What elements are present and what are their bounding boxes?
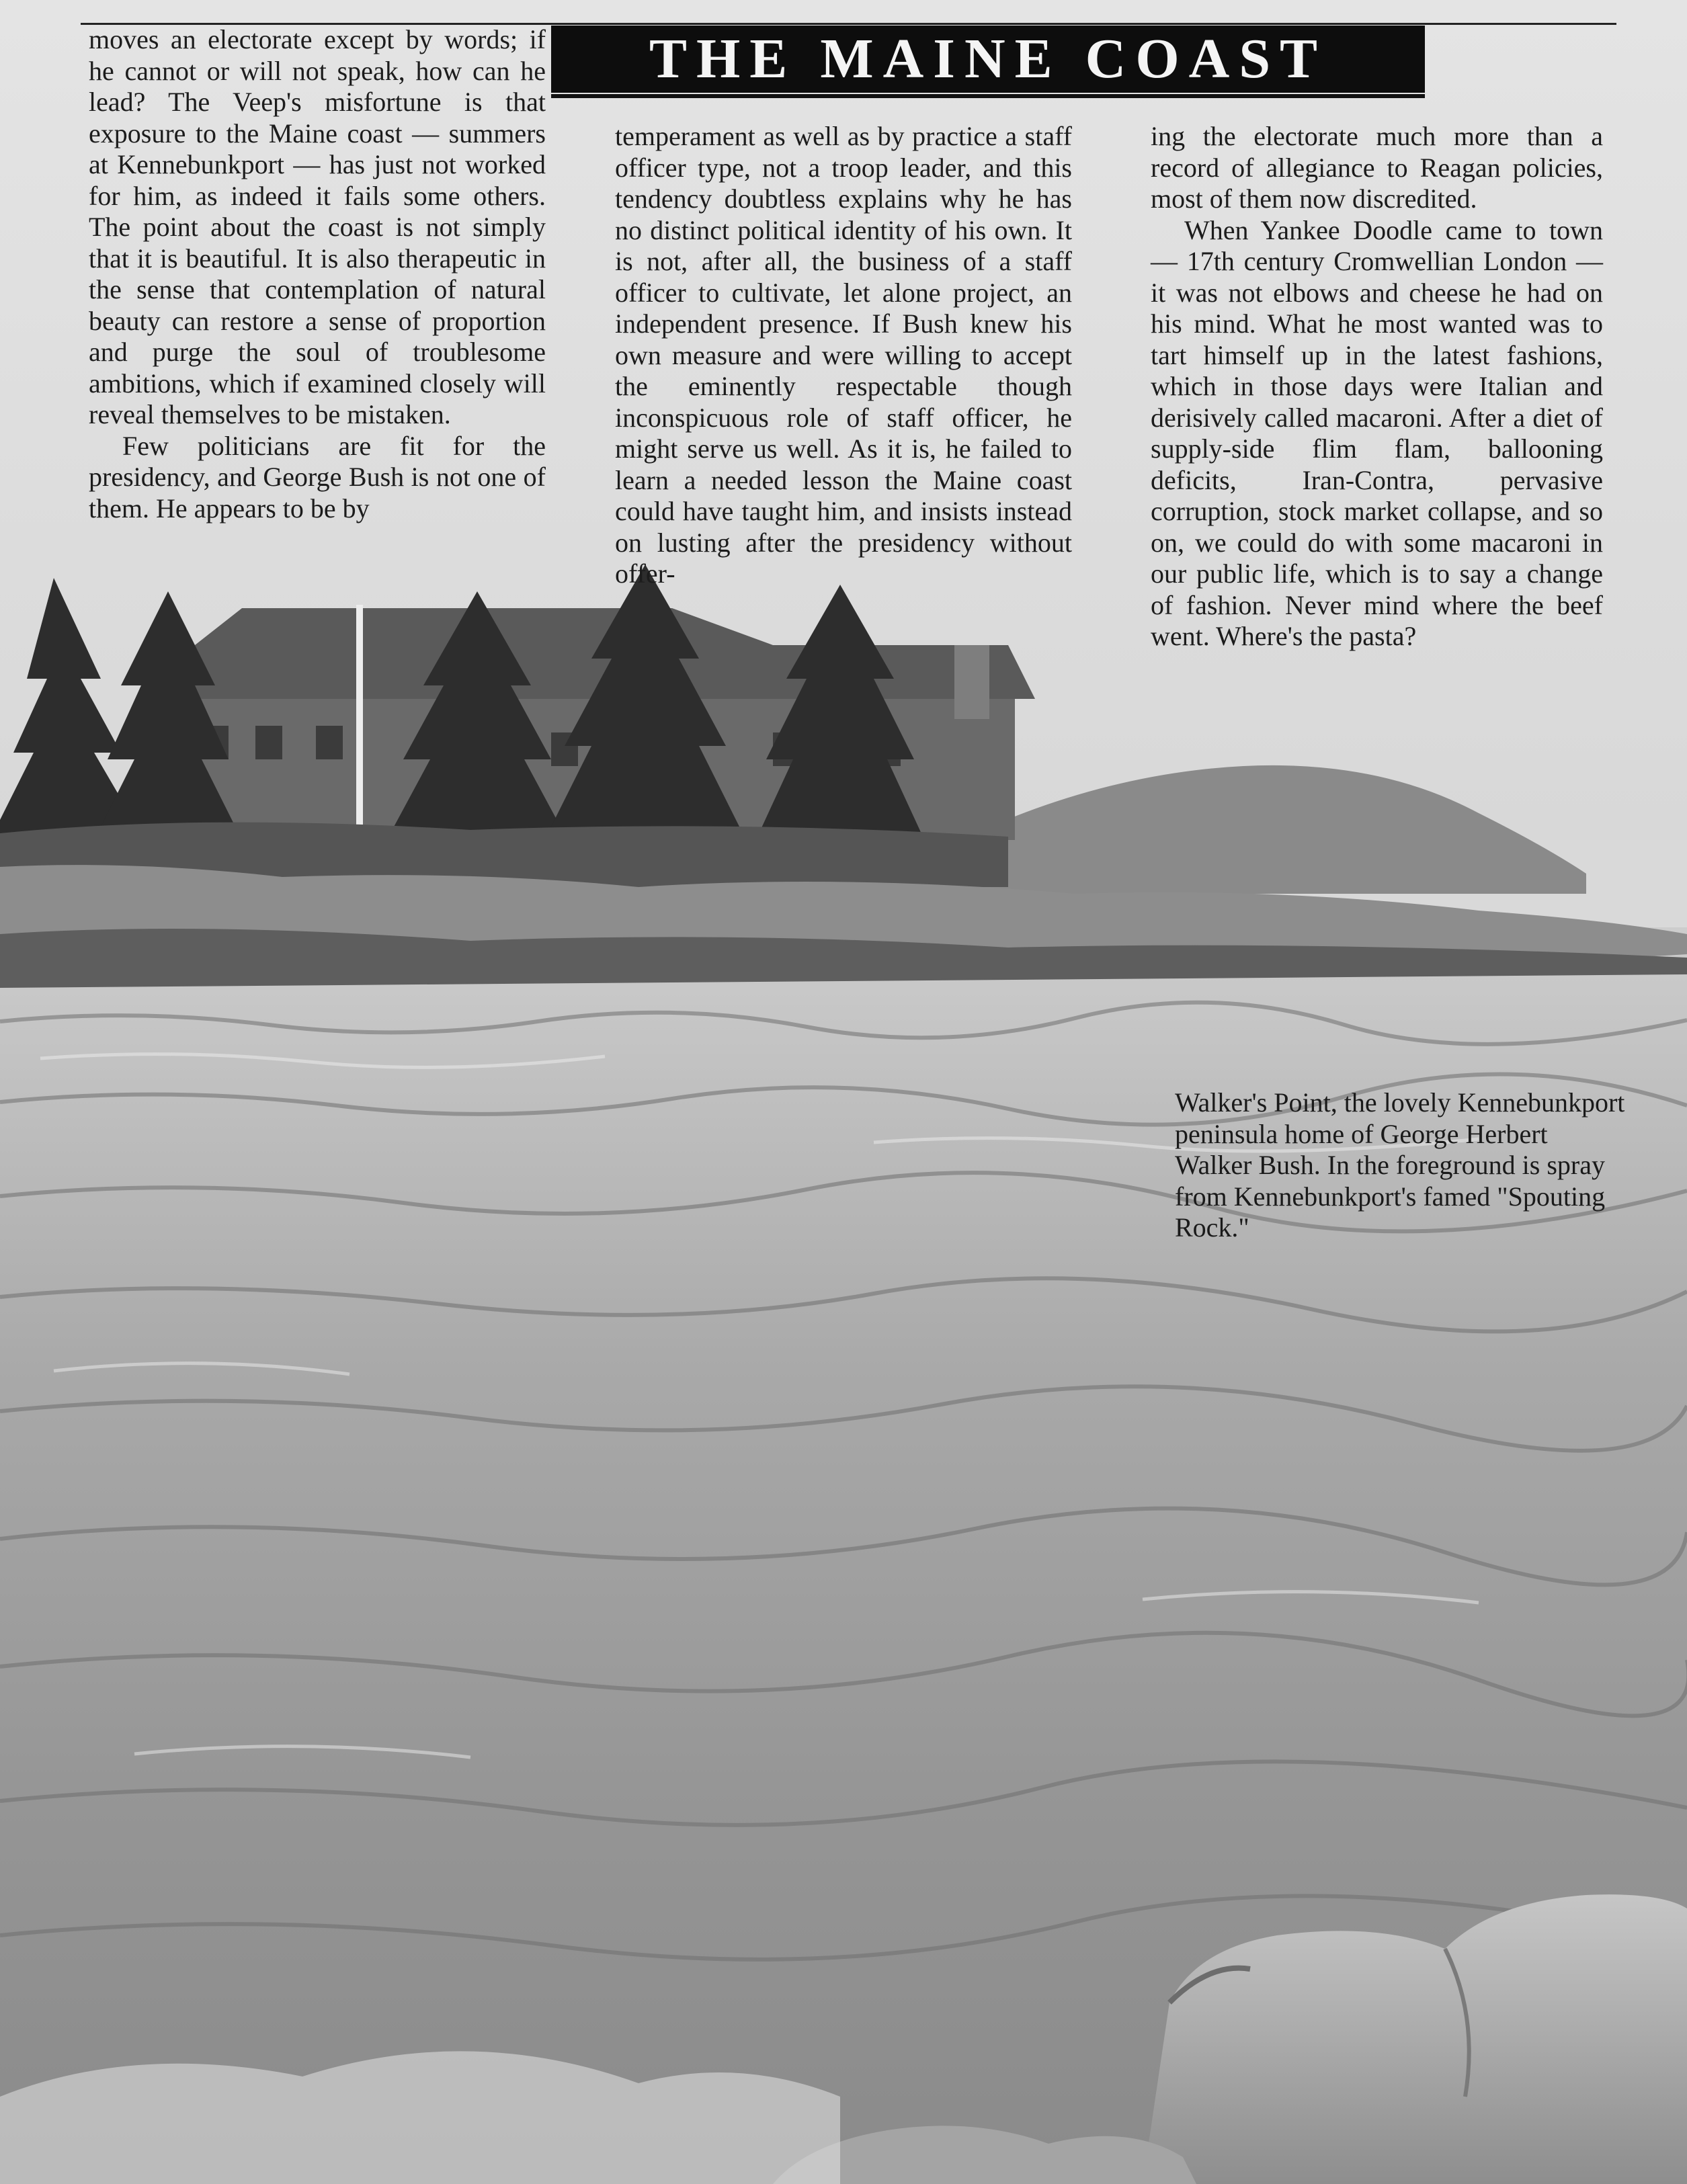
- section-title: THE MAINE COAST: [649, 28, 1327, 90]
- article-column-1: [89, 24, 546, 524]
- column1-paragraph-2: Few politicians are fit for the presidency, and George Bush is not one of them. He appears to be by: [89, 430, 546, 523]
- section-banner: [551, 26, 1425, 93]
- article-column-3: [1151, 121, 1603, 653]
- column2-paragraph-1: temperament as well as by practice a staff officer type, not a troop leader, and this tendency doubtless explains why he has no distinct political identity of his own. It is not, after all, the business of a staff officer to cultivate, let alone project, an independent presence. If Bush knew his own measure and were willing to accept the eminently respectable though inconspicuous role of staff officer, he might serve us well. As it is, he failed to learn a needed lesson the Maine coast could have taught him, and insists instead on lusting after the presidency without offer-: [615, 121, 1072, 589]
- column1-paragraph-1: moves an electorate except by words; if he cannot or will not speak, how can he lead? The Veep's misfortune is that exposure to the Maine coast — summers at Kennebunkport — has just not worked for him, as indeed it fails some others. The point about the coast is not simply that it is beautiful. It is also therapeutic in the sense that contemplation of natural beauty can restore a sense of proportion and purge the soul of troublesome ambitions, which if examined closely will reveal themselves to be mistaken.: [89, 24, 546, 429]
- photo-caption: Walker's Point, the lovely Kennebunkport peninsula home of George Herbert Walker Bush. In the foreground is spray from Kennebunkport's famed "Spouting Rock.": [1175, 1087, 1625, 1243]
- article-column-2: [615, 121, 1072, 590]
- banner-underline: [551, 94, 1425, 98]
- column3-paragraph-1: ing the electorate much more than a record of allegiance to Reagan policies, most of them now discredited.: [1151, 121, 1603, 214]
- column3-paragraph-2: When Yankee Doodle came to town — 17th century Cromwellian London — it was not elbows and cheese he had on his mind. What he most wanted was to tart himself up in the latest fashions, which in those days were Italian and derisively called macaroni. After a diet of supply-side flim flam, ballooning deficits, Iran-Contra, pervasive corruption, stock market collapse, and so on, we could do with some macaroni in our public life, which is to say a change of fashion. Never mind where the beef went. Where's the pasta?: [1151, 214, 1603, 651]
